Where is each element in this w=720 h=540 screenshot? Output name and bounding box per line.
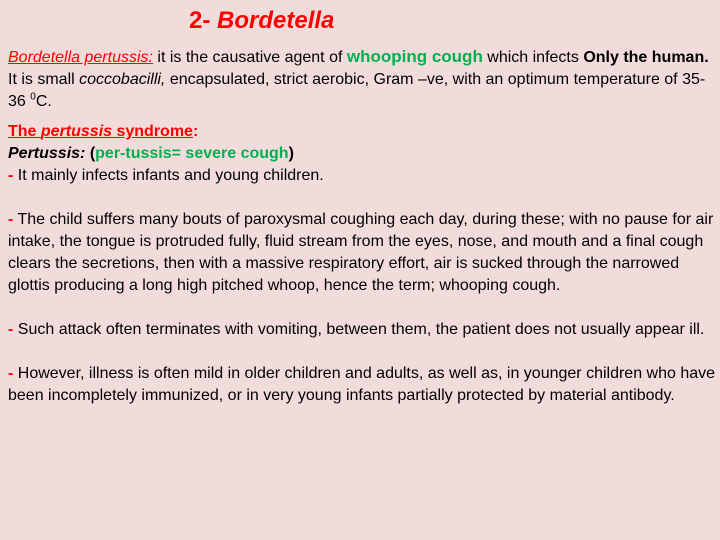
pertussis-label: Pertussis: [8, 145, 86, 162]
spacer [8, 341, 716, 363]
paren-open: ( [85, 145, 96, 162]
species-name: Bordetella pertussis: [8, 49, 153, 66]
syndrome-word: pertussis [40, 123, 113, 140]
bullet-text: However, illness is often mild in older children and adults, as well as, in younger children who have been incompletely immunized, or in very young infants partially protected by material antibody. [8, 365, 716, 404]
bullet-3 [8, 319, 716, 341]
host-text: Only the human. [583, 49, 709, 66]
title-number: 2- [189, 7, 211, 34]
bullet-dash: - [8, 321, 14, 338]
title-genus: Bordetella [217, 7, 335, 34]
syndrome-label: syndrome [112, 123, 193, 140]
slide-title [189, 6, 334, 36]
temperature-unit: C. [35, 93, 52, 110]
disease-name: whooping cough [346, 47, 483, 66]
syndrome-the: The [8, 123, 41, 140]
morphology-term: coccobacilli, [79, 71, 166, 88]
intro-text-1: it is the causative agent of [152, 49, 347, 66]
spacer [8, 187, 716, 209]
pertussis-meaning: per-tussis= severe cough [95, 145, 289, 162]
bullet-text: Such attack often terminates with vomiting, between them, the patient does not usually appear ill. [13, 321, 705, 338]
bullet-2 [8, 209, 716, 297]
description-rest: encapsulated, strict aerobic, Gram –ve, with an optimum temperature of 35-36 [8, 71, 706, 110]
bullet-4 [8, 363, 716, 407]
bullet-dash: - [8, 167, 14, 184]
bullet-dash: - [8, 211, 14, 228]
bullet-text: It mainly infects infants and young children. [13, 167, 324, 184]
intro-paragraph [8, 46, 716, 69]
bullet-text: The child suffers many bouts of paroxysmal coughing each day, during these; with no pause for air intake, the tongue is protruded fully, fluid stream from the eyes, nose, and mouth and a final cough clears the secretions, then with a massive respiratory effort, air is sucked through the narrowed glottis producing a long high pitched whoop, hence the term; whooping cough. [8, 211, 714, 294]
paren-close: ) [288, 145, 294, 162]
intro-text-2: which infects [482, 49, 584, 66]
degree-superscript: 0 [30, 91, 36, 103]
description-prefix: It is small [8, 71, 80, 88]
syndrome-colon: : [192, 123, 199, 140]
syndrome-heading [8, 121, 716, 143]
bullet-1 [8, 165, 716, 187]
slide-body [8, 46, 716, 407]
bullet-dash: - [8, 365, 14, 382]
pertussis-definition [8, 143, 716, 165]
spacer [8, 297, 716, 319]
description-paragraph [8, 69, 716, 113]
